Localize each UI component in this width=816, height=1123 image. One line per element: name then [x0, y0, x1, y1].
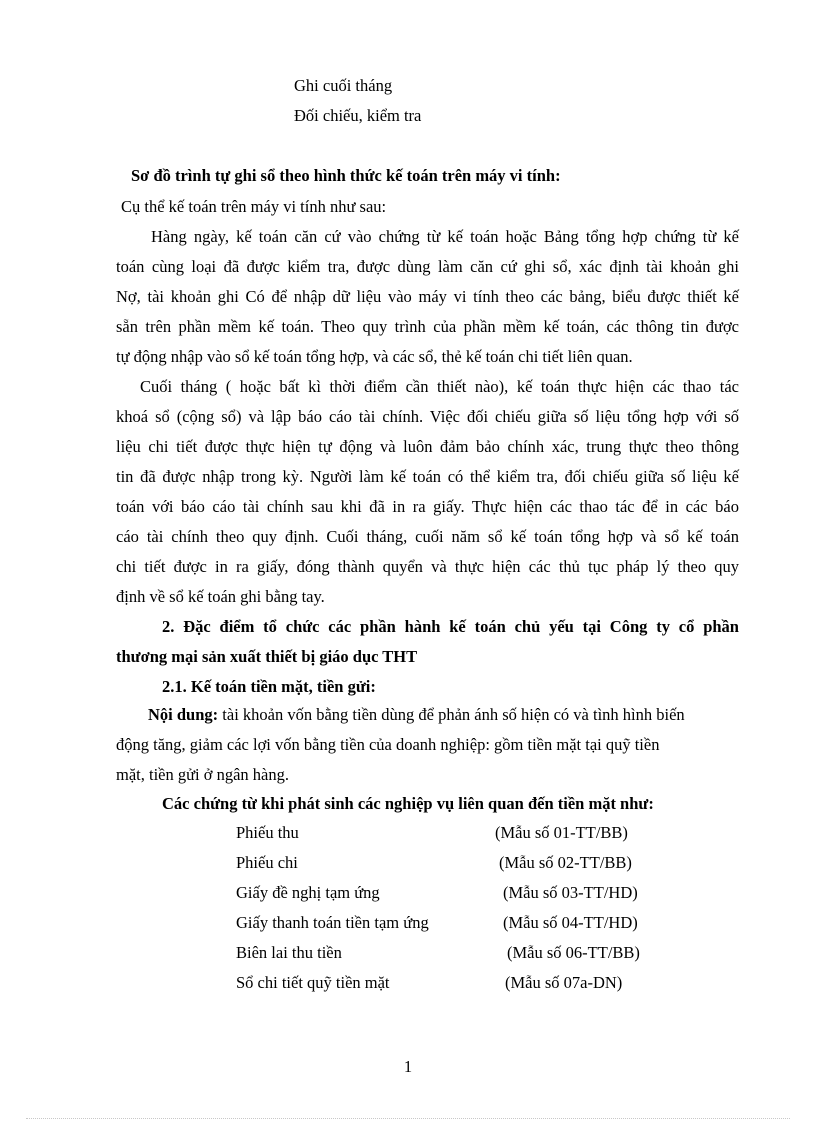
- paragraph-line: tự động nhập vào sổ kế toán tổng hợp, và các sổ, thẻ kế toán chi tiết liên quan.: [116, 347, 633, 366]
- intro-line: Cụ thể kế toán trên máy vi tính như sau:: [121, 197, 387, 216]
- list-item: [0, 853, 816, 883]
- paragraph-line: sẵn trên phần mềm kế toán. Theo quy trình của phần mềm kế toán, các thông tin được: [116, 317, 739, 336]
- paragraph-line: toán với báo cáo tài chính sau khi đã in ra giấy. Thực hiện các thao tác để in các báo: [116, 497, 739, 516]
- list-item: [0, 883, 816, 913]
- document-code: (Mẫu số 01-TT/BB): [495, 823, 628, 842]
- paragraph-line: động tăng, giảm các lợi vốn bằng tiền của doanh nghiệp: gồm tiền mặt tại quỹ tiền: [116, 735, 660, 754]
- document-name: Giấy đề nghị tạm ứng: [236, 883, 380, 902]
- content-label: Nội dung:: [148, 705, 219, 724]
- legend-check: Đối chiếu, kiểm tra: [294, 106, 422, 125]
- paragraph-line: Cuối tháng ( hoặc bất kì thời điểm cần thiết nào), kế toán thực hiện các thao tác: [140, 377, 739, 396]
- document-name: Sổ chi tiết quỹ tiền mặt: [236, 973, 390, 992]
- document-name: Phiếu thu: [236, 823, 299, 842]
- paragraph-line: toán cùng loại đã được kiểm tra, được dùng làm căn cứ ghi sổ, xác định tài khoản ghi: [116, 257, 739, 276]
- document-code: (Mẫu số 07a-DN): [505, 973, 623, 992]
- paragraph-line: chi tiết được in ra giấy, đóng thành quyển và thực hiện các thủ tục pháp lý theo quy: [116, 557, 739, 576]
- section-title: Sơ đồ trình tự ghi sổ theo hình thức kế toán trên máy vi tính:: [131, 166, 561, 185]
- list-item: [0, 913, 816, 943]
- paragraph-line: Hàng ngày, kế toán căn cứ vào chứng từ kế toán hoặc Bảng tổng hợp chứng từ kế: [151, 227, 739, 246]
- page-number: 1: [403, 1057, 413, 1076]
- list-item: [0, 823, 816, 853]
- document-name: Giấy thanh toán tiền tạm ứng: [236, 913, 429, 932]
- list-item: [0, 943, 816, 973]
- paragraph-line: cáo tài chính theo quy định. Cuối tháng, cuối năm sổ kế toán tổng hợp và sổ kế toán: [116, 527, 739, 546]
- paragraph-line: Nợ, tài khoản ghi Có để nhập dữ liệu vào máy vi tính theo các bảng, biểu được thiết kế: [116, 287, 739, 306]
- document-code: (Mẫu số 04-TT/HD): [503, 913, 638, 932]
- list-item: [0, 973, 816, 1003]
- document-name: Biên lai thu tiền: [236, 943, 342, 962]
- paragraph-line: mặt, tiền gửi ở ngân hàng.: [116, 765, 290, 784]
- legend-monthly: Ghi cuối tháng: [294, 76, 393, 95]
- paragraph-line: tin đã được nhập trong kỳ. Người làm kế toán có thể kiểm tra, đối chiếu giữa số liệu kế: [116, 467, 739, 486]
- document-name: Phiếu chi: [236, 853, 298, 872]
- content-text: tài khoản vốn bằng tiền dùng để phản ánh số hiện có và tình hình biến: [218, 705, 685, 724]
- paragraph-line: định về sổ kế toán ghi bằng tay.: [116, 587, 325, 606]
- heading-2-cont: thương mại sản xuất thiết bị giáo dục THT: [116, 647, 418, 666]
- document-code: (Mẫu số 06-TT/BB): [507, 943, 640, 962]
- document-code: (Mẫu số 02-TT/BB): [499, 853, 632, 872]
- paragraph-line: khoá sổ (cộng sổ) và lập báo cáo tài chính. Việc đối chiếu giữa số liệu tổng hợp với số: [116, 407, 739, 426]
- document-code: (Mẫu số 03-TT/HD): [503, 883, 638, 902]
- paragraph-line: liệu chi tiết được thực hiện tự động và luôn đảm bảo chính xác, trung thực theo thông: [116, 437, 739, 456]
- documents-heading: Các chứng từ khi phát sinh các nghiệp vụ liên quan đến tiền mặt như:: [162, 794, 654, 813]
- page-bottom-divider: [26, 1118, 790, 1119]
- heading-2-1: 2.1. Kế toán tiền mặt, tiền gửi:: [162, 677, 376, 696]
- paragraph-line: [148, 705, 685, 725]
- heading-2: 2. Đặc điểm tổ chức các phần hành kế toán chủ yếu tại Công ty cổ phần: [162, 617, 739, 636]
